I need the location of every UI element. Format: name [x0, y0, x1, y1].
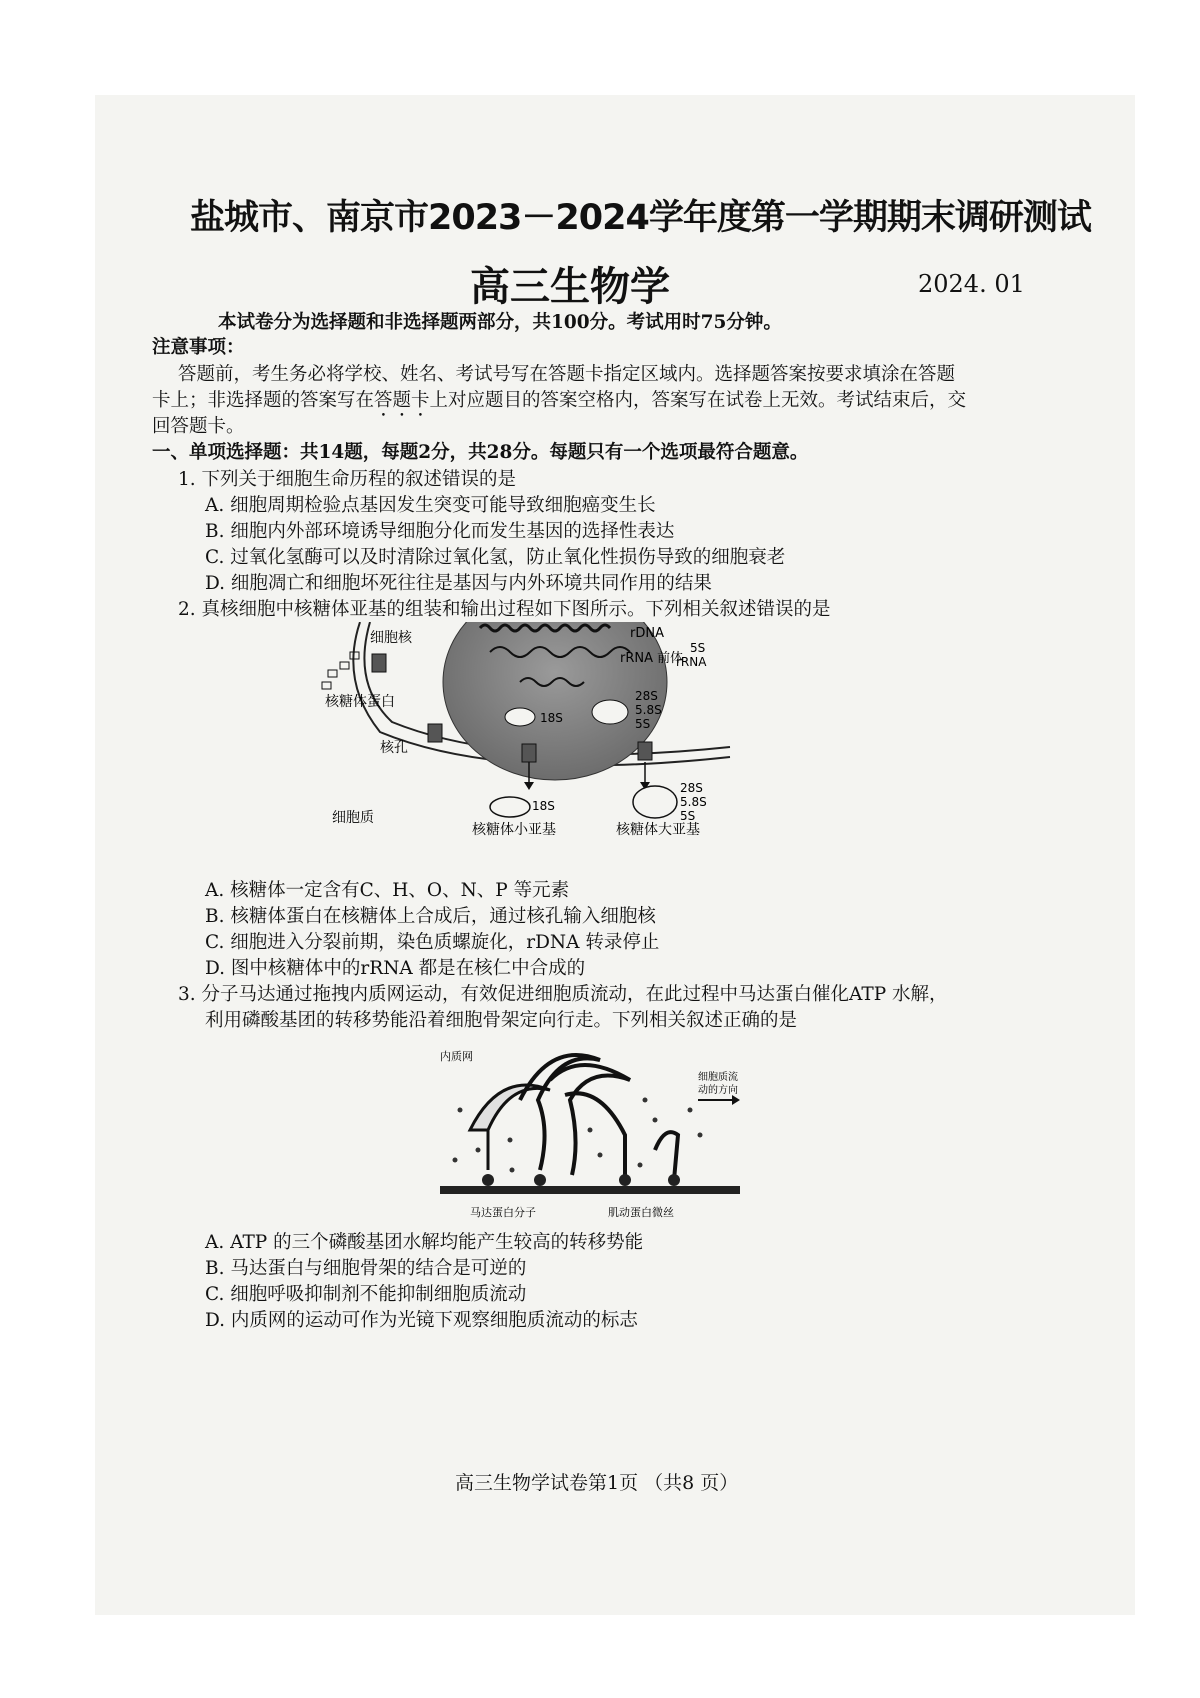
precursor-label: rRNA 前体 — [620, 651, 684, 666]
flow-label-line-2: 动的方向 — [698, 1085, 738, 1096]
nuclear-pore — [428, 724, 442, 742]
large-subunit-precursor — [592, 700, 628, 724]
notice-line-3: 回答题卡。 — [152, 416, 245, 437]
question-3-stem-line-1: 3. 分子马达通过拖拽内质网运动，有效促进细胞质流动，在此过程中马达蛋白催化ATP 水解， — [178, 984, 948, 1005]
nuclear-pore — [638, 742, 652, 760]
s5-label: 5S — [635, 717, 651, 731]
motor-protein — [534, 1174, 546, 1186]
question-3-option-d: D. 内质网的运动可作为光镜下观察细胞质流动的标志 — [205, 1310, 638, 1331]
notice-answer-card: 答题卡 — [374, 390, 430, 411]
question-1-stem: 1. 下列关于细胞生命历程的叙述错误的是 — [178, 469, 517, 490]
rrna-label: rRNA — [676, 655, 707, 669]
question-2-option-d: D. 图中核糖体中的rRNA 都是在核仁中合成的 — [205, 958, 586, 979]
s58-label: 5.8S — [635, 703, 662, 717]
question-2-stem: 2. 真核细胞中核糖体亚基的组装和输出过程如下图所示。下列相关叙述错误的是 — [178, 599, 831, 620]
question-3-option-a: A. ATP 的三个磷酸基团水解均能产生较高的转移势能 — [205, 1232, 644, 1253]
s18-label: 18S — [540, 711, 563, 725]
large-subunit-label: 核糖体大亚基 — [616, 822, 700, 838]
small-subunit — [490, 797, 530, 817]
rdna-label: rDNA — [630, 626, 664, 641]
ribosomal-protein-label: 核糖体蛋白 — [325, 694, 395, 710]
motor-protein-label: 马达蛋白分子 — [470, 1206, 536, 1219]
ribosome-assembly-figure — [300, 622, 840, 880]
large-subunit — [633, 786, 677, 818]
exam-intro: 本试卷分为选择题和非选择题两部分，共100分。考试用时75分钟。 — [218, 312, 782, 333]
large-28s-label: 28S — [680, 781, 703, 795]
nucleus-label: 细胞核 — [370, 630, 412, 646]
er-label: 内质网 — [440, 1050, 473, 1063]
question-3-option-c: C. 细胞呼吸抑制剂不能抑制细胞质流动 — [205, 1284, 527, 1305]
question-1-option-c: C. 过氧化氢酶可以及时清除过氧化氢，防止氧化性损伤导致的细胞衰老 — [205, 547, 786, 568]
motor-protein — [482, 1174, 494, 1186]
notice-line-2-b: 上对应题目的答案空格内，答案写在试卷上无效。考试结束后，交 — [429, 390, 967, 411]
question-2-option-b: B. 核糖体蛋白在核糖体上合成后，通过核孔输入细胞核 — [205, 906, 656, 927]
motor-protein-figure — [440, 1040, 740, 1225]
question-1-option-d: D. 细胞凋亡和细胞坏死往往是基因与内外环境共同作用的结果 — [205, 573, 712, 594]
actin-filament-label: 肌动蛋白微丝 — [608, 1206, 674, 1219]
notice-line-2 — [152, 388, 966, 421]
nuclear-pore — [372, 654, 386, 672]
question-1-option-a: A. 细胞周期检验点基因发生突变可能导致细胞癌变生长 — [205, 495, 656, 516]
er-tube — [655, 1132, 678, 1180]
er-tube — [470, 1085, 550, 1130]
exam-title: 盐城市、南京市2023－2024学年度第一学期期末调研测试 — [190, 198, 1091, 238]
nucleolus — [443, 622, 667, 780]
question-2-option-c: C. 细胞进入分裂前期，染色质螺旋化，rDNA 转录停止 — [205, 932, 660, 953]
flow-label-line-1: 细胞质流 — [698, 1072, 738, 1083]
subject-title: 高三生物学 — [470, 264, 670, 310]
section-1-heading: 一、单项选择题：共14题，每题2分，共28分。每题只有一个选项最符合题意。 — [152, 442, 809, 463]
small-subunit-precursor — [505, 708, 535, 726]
exam-date: 2024. 01 — [918, 270, 1025, 298]
s28-label: 28S — [635, 689, 658, 703]
small-subunit-18s-label: 18S — [532, 799, 555, 813]
large-5s-label: 5S — [680, 809, 696, 823]
ribosomal-protein — [328, 670, 337, 677]
rrna-5s-label: 5S — [690, 641, 706, 655]
cytoplasm-label: 细胞质 — [332, 810, 374, 826]
nuclear-pore — [522, 744, 536, 762]
large-58s-label: 5.8S — [680, 795, 707, 809]
notice-heading: 注意事项： — [152, 337, 245, 358]
motor-protein — [619, 1174, 631, 1186]
notice-line-2-a: 卡上；非选择题的答案写在 — [152, 390, 375, 411]
small-subunit-label: 核糖体小亚基 — [472, 822, 556, 838]
nuclear-pore-label: 核孔 — [380, 740, 408, 756]
question-2-option-a: A. 核糖体一定含有C、H、O、N、P 等元素 — [205, 880, 570, 901]
actin-filament — [440, 1186, 740, 1194]
question-3-option-b: B. 马达蛋白与细胞骨架的结合是可逆的 — [205, 1258, 527, 1279]
page-footer: 高三生物学试卷第1页 （共8 页） — [455, 1472, 739, 1494]
notice-line-1: 答题前，考生务必将学校、姓名、考试号写在答题卡指定区域内。选择题答案按要求填涂在答题 — [178, 364, 956, 385]
question-1-option-b: B. 细胞内外部环境诱导细胞分化而发生基因的选择性表达 — [205, 521, 675, 542]
question-3-stem-line-2: 利用磷酸基团的转移势能沿着细胞骨架定向行走。下列相关叙述正确的是 — [205, 1010, 798, 1031]
motor-protein — [668, 1174, 680, 1186]
